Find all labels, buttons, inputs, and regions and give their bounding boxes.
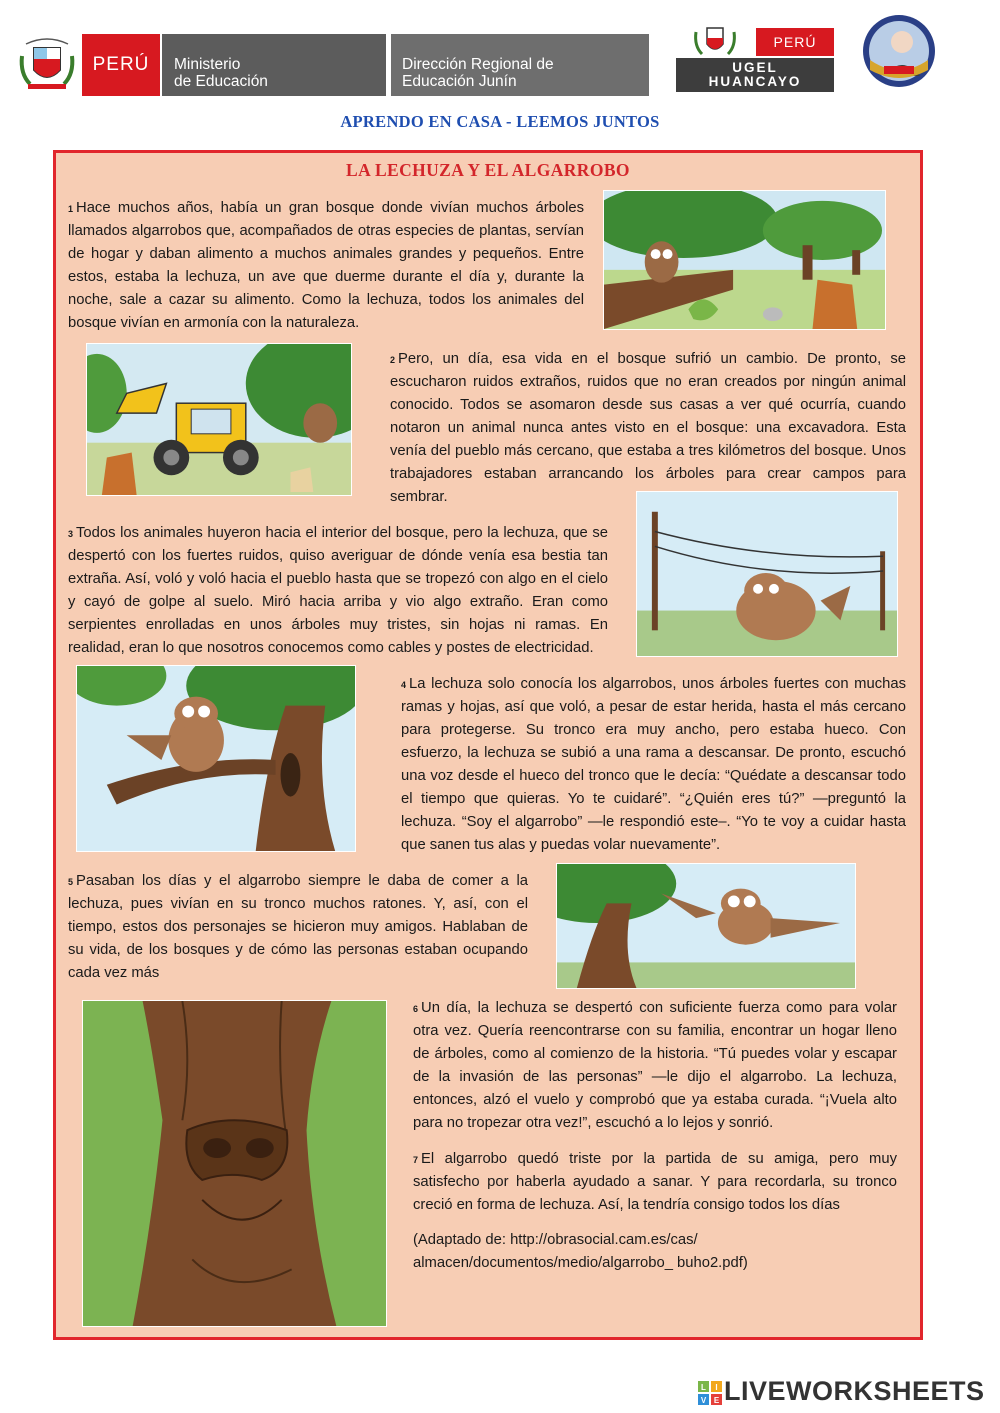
peru-coat-of-arms-icon [16,34,78,96]
paragraph-number: 2 [390,355,396,365]
paragraph-3 [68,522,608,660]
liveworksheets-badge-icon [698,1381,722,1405]
paragraph-7 [413,1148,897,1217]
credit-line-1: (Adaptado de: http://obrasocial.cam.es/cas/ [413,1232,698,1248]
illustration-owl-on-branch [76,665,356,852]
paragraph-4 [401,673,906,857]
paragraph-number: 1 [68,204,74,214]
liveworksheets-brand[interactable]: LIVEWORKSHEETS [724,1376,985,1406]
dre-line-2: Educación Junín [402,73,517,90]
paragraph-number: 3 [68,529,74,539]
paragraph-number: 4 [401,680,407,690]
paragraph-number: 7 [413,1155,419,1165]
ministry-line-1: Ministerio [174,56,241,73]
paragraph-number: 6 [413,1004,419,1014]
ugel-line-2: HUANCAYO [708,74,802,89]
story-title: LA LECHUZA Y EL ALGARROBO [346,160,630,180]
badge-letter-e: E [713,1396,720,1405]
illustration-owl-shaped-trunk [82,1000,387,1327]
paragraph-text: Hace muchos años, había un gran bosque donde vivían muchos árboles llamados algarrobos que, acompañados de otras especies de plantas, servían de hogar y daban alimento a muchos animales grandes y pequeños. Entre estos, estaba la lechuza, un ave que duerme durante el día y, durante la noche, sale a cazar su alimento. Como la lechuza, todos los animales del bosque vivían en armonía con la naturaleza. [68,200,584,331]
paragraph-5 [68,870,528,985]
dre-line-1: Dirección Regional de [402,56,554,73]
ugel-peru-label: PERÚ [756,28,834,56]
source-credit [413,1229,897,1275]
program-title: APRENDO EN CASA - LEEMOS JUNTOS [340,112,660,131]
peru-label: PERÚ [82,34,160,96]
paragraph-6 [413,997,897,1135]
ministry-line-2: de Educación [174,73,268,90]
school-medal-icon [862,14,936,88]
paragraph-text: La lechuza solo conocía los algarrobos, unos árboles fuertes con muchas ramas y hojas, así que voló, a pesar de estar herida, hasta el más cercano para protegerse. Su tronco era muy ancho, pero estaba hueco. Con esfuerzo, la lechuza se subió a una rama a descansar. De pronto, escuchó una voz desde el hueco del tronco que le decía: “Quédate a descansar todo el tiempo que quieras. Yo te cuidaré”. “¿Quién eres tú?” —preguntó la lechuza. “Soy el algarrobo” —le respondió este–. “Yo te voy a cuidar hasta que sanen tus alas y puedas volar nuevamente”. [401,676,906,853]
ugel-name [676,58,834,92]
paragraph-2 [390,348,906,509]
paragraph-text: Pasaban los días y el algarrobo siempre le daba de comer a la lechuza, pues vivían en su tronco muchos ratones. Y, así, con el tiempo, estos dos personajes se hicieron muy amigos. Hablaban de su vida, de los bosques y de cómo las personas estaban ocupando cada vez más [68,873,528,981]
badge-letter-v: V [700,1396,707,1405]
paragraph-1 [68,197,584,335]
paragraph-text: El algarrobo quedó triste por la partida de su amiga, pero muy satisfecho por haberla ayudado a sanar. Y para recordarla, su tronco creció en forma de lechuza. Así, la tendría consigo todos los días [413,1151,897,1213]
badge-letter-l: L [701,1383,706,1392]
badge-letter-i: I [715,1383,718,1392]
paragraph-text: Pero, un día, esa vida en el bosque sufrió un cambio. De pronto, se escucharon ruidos extraños, ruidos que no eran creados por ningún animal conocido. Todos se asomaron desde sus casas a ver qué ocurría, cuando notaron un animal nunca antes visto en el bosque: una excavadora. Esta venía del pueblo más cercano, que estaba a tres kilómetros del bosque. Unos trabajadores estaban arrancando los árboles para crear campos para sembrar. [390,351,906,505]
paragraph-text: Todos los animales huyeron hacia el interior del bosque, pero la lechuza, que se despertó con los fuertes ruidos, quiso averiguar de dónde venía esa bestia tan extraña. Así, voló y voló hacia el pueblo hasta que se tropezó con algo en el cielo y cayó de golpe al suelo. Miró hacia arriba y vio algo extraño. Eran como serpientes enrolladas en unos árboles muy tristes, sin hojas ni ramas. En realidad, eran lo que nosotros conocemos como cables y postes de electricidad. [68,525,608,656]
ugel-line-1: UGEL [732,60,778,75]
illustration-owl-flying [556,863,856,989]
regional-directorate [391,34,649,96]
ministry-name [162,34,386,96]
illustration-excavator [86,343,352,496]
paragraph-number: 5 [68,877,74,887]
illustration-owl-fallen-cables [636,491,898,657]
paragraph-text: Un día, la lechuza se despertó con suficiente fuerza como para volar otra vez. Quería reencontrarse con su familia, encontrar un hogar lleno de árboles, como al comienzo de la historia. “Tú puedes volar y escapar de la invasión de las personas” —le dijo el algarrobo. La lechuza, entonces, alzó el vuelo y comprobó que ya estaba curada. “¡Vuela alto para no tropezar otra vez!”, escuchó a lo lejos y sonrió. [413,1000,897,1131]
credit-line-2: almacen/documentos/medio/algarrobo_ buho2.pdf) [413,1255,748,1271]
ugel-crest-icon [690,24,740,58]
illustration-forest-animals [603,190,886,330]
